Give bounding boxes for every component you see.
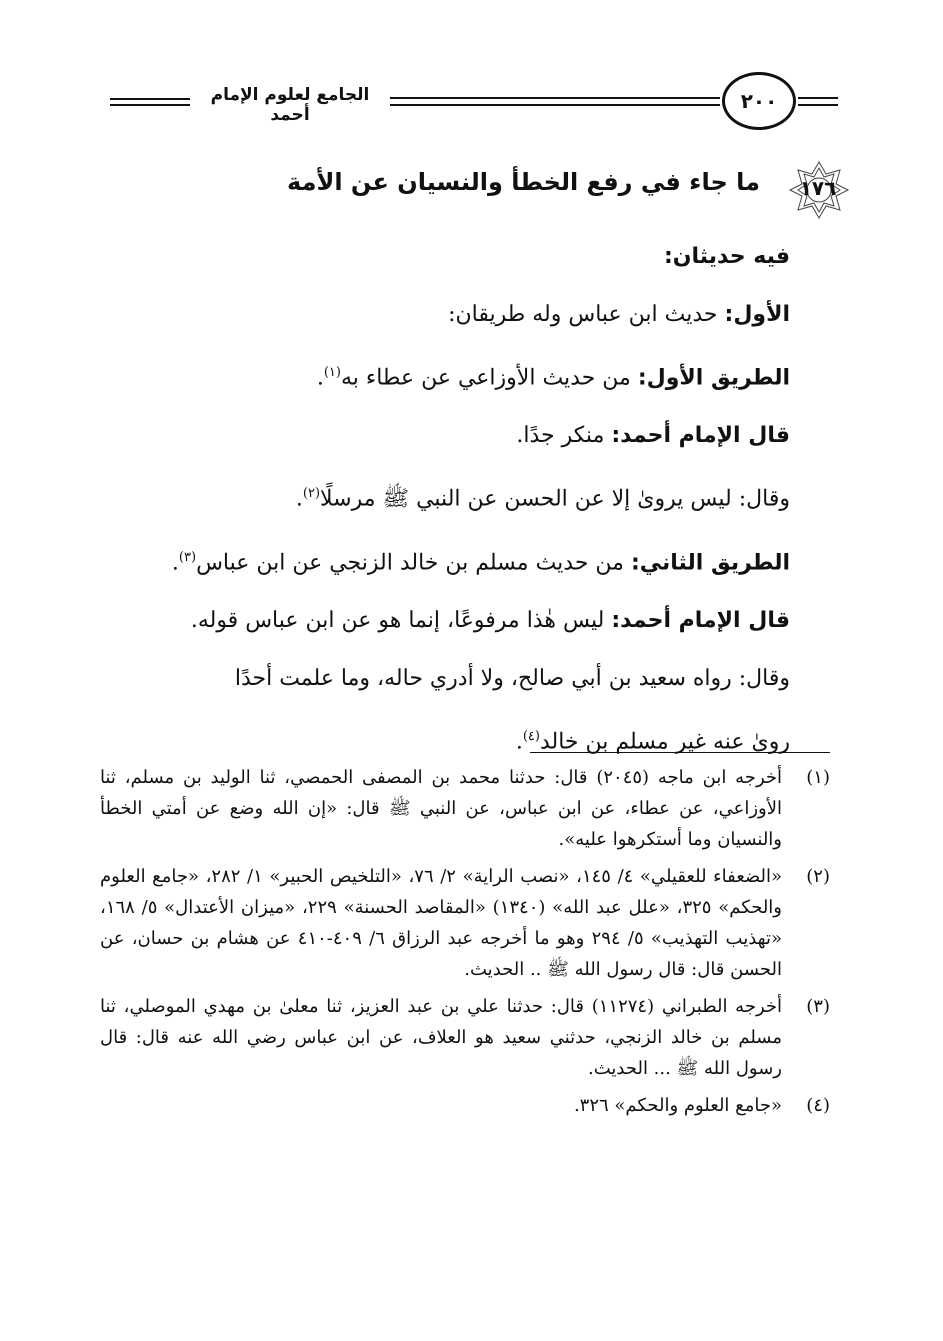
punctuation: . [316,365,324,391]
label-bold: الأول: [724,302,790,327]
paragraph [100,529,790,592]
intro-text: فيه حديثان: [663,244,790,269]
paragraph [100,407,790,465]
paragraph-text: روىٰ عنه غير مسلم بن خالد [539,729,790,755]
footnote-text: أخرجه ابن ماجه (٢٠٤٥) قال: حدثنا محمد بن المصفى الحمصي، ثنا الوليد بن مسلم، ثنا الأوزاعي، عن عطاء، عن ابن عباس، عن النبي ﷺ قال: «إن الله وضع عن أمتي الخطأ والنسيان وما أستكرهوا عليه». [100,767,782,850]
main-text [100,228,790,771]
running-head: الجامع لعلوم الإمام أحمد [210,85,370,125]
page-header [100,70,840,140]
footnote-ref[interactable]: (٢) [302,486,321,502]
footnote-ref[interactable]: (٤) [522,728,540,744]
paragraph-text: ليس هٰذا مرفوعًا، إنما هو عن ابن عباس قوله. [190,607,612,633]
paragraph-text: من حديث مسلم بن خالد الزنجي عن ابن عباس [196,549,631,575]
header-rule [110,98,190,100]
footnote-text: «الضعفاء للعقيلي» ٤/ ١٤٥، «نصب الراية» ٢/ ٧٦، «التلخيص الحبير» ١/ ٢٨٢، «جامع العلوم والحكم» ٣٢٥، «علل عبد الله» (١٣٤٠) «المقاصد الحسنة» ٢٢٩، «ميزان الأعتدال» ٥/ ١٦٨، «تهذيب التهذيب» ٥/ ٢٩٤ وهو ما أخرجه عبد الرزاق ٦/ ٤٠٩-٤١٠ عن هشام بن حسان، عن الحسن قال: قال رسول الله ﷺ .. الحديث. [100,866,783,980]
paragraph [100,344,790,407]
paragraph [100,228,790,286]
chapter-number: ١٧٦ [799,176,837,200]
footnote [100,861,830,985]
paragraph [100,592,790,650]
chapter-title: ما جاء في رفع الخطأ والنسيان عن الأمة [287,168,760,196]
footnote [100,762,830,855]
header-rule [390,104,720,106]
footnotes [100,762,830,1127]
paragraph [100,286,790,344]
paragraph-text: حديث ابن عباس وله طريقان: [448,302,725,327]
punctuation: . [515,729,523,755]
punctuation: . [171,549,179,575]
header-rule [390,97,720,99]
label-bold: الطريق الثاني: [630,549,790,575]
footnote-text: أخرجه الطبراني (١١٢٧٤) قال: حدثنا علي بن عبد العزيز، ثنا معلىٰ بن مهدي الموصلي، ثنا مسلم بن خالد الزنجي، حدثني سعيد هو العلاف، عن ابن عباس رضي الله عنه قال: قال رسول الله ﷺ ... الحديث. [100,996,783,1079]
paragraph-text: وقال: رواه سعيد بن أبي صالح، ولا أدري حاله، وما علمت أحدًا [234,665,790,691]
footnote-number: (٤) [806,1095,830,1116]
footnote [100,1090,830,1121]
footnote [100,991,830,1084]
paragraph [100,465,790,528]
paragraph [100,650,790,708]
header-rule [110,104,190,106]
paragraph-text: من حديث الأوزاعي عن عطاء به [340,365,638,391]
label-bold: قال الإمام أحمد: [611,607,790,633]
footnote-number: (٣) [806,996,830,1017]
label-bold: قال الإمام أحمد: [611,423,790,449]
chapter-heading [240,160,850,220]
footnote-ref[interactable]: (٣) [178,549,197,565]
punctuation: . [295,486,303,512]
header-rule [798,97,838,99]
header-rule [798,104,838,106]
footnote-number: (١) [806,767,830,788]
page-number: ٢٠٠ [722,72,796,130]
footnote-text: «جامع العلوم والحكم» ٣٢٦. [573,1095,782,1116]
paragraph-text: منكر جدًا. [516,423,612,449]
label-bold: الطريق الأول: [637,365,790,391]
footnote-ref[interactable]: (١) [323,365,341,380]
footnote-divider [530,752,830,753]
footnote-number: (٢) [806,866,830,887]
paragraph-text: وقال: ليس يروىٰ إلا عن الحسن عن النبي ﷺ مرسلًا [320,486,790,512]
